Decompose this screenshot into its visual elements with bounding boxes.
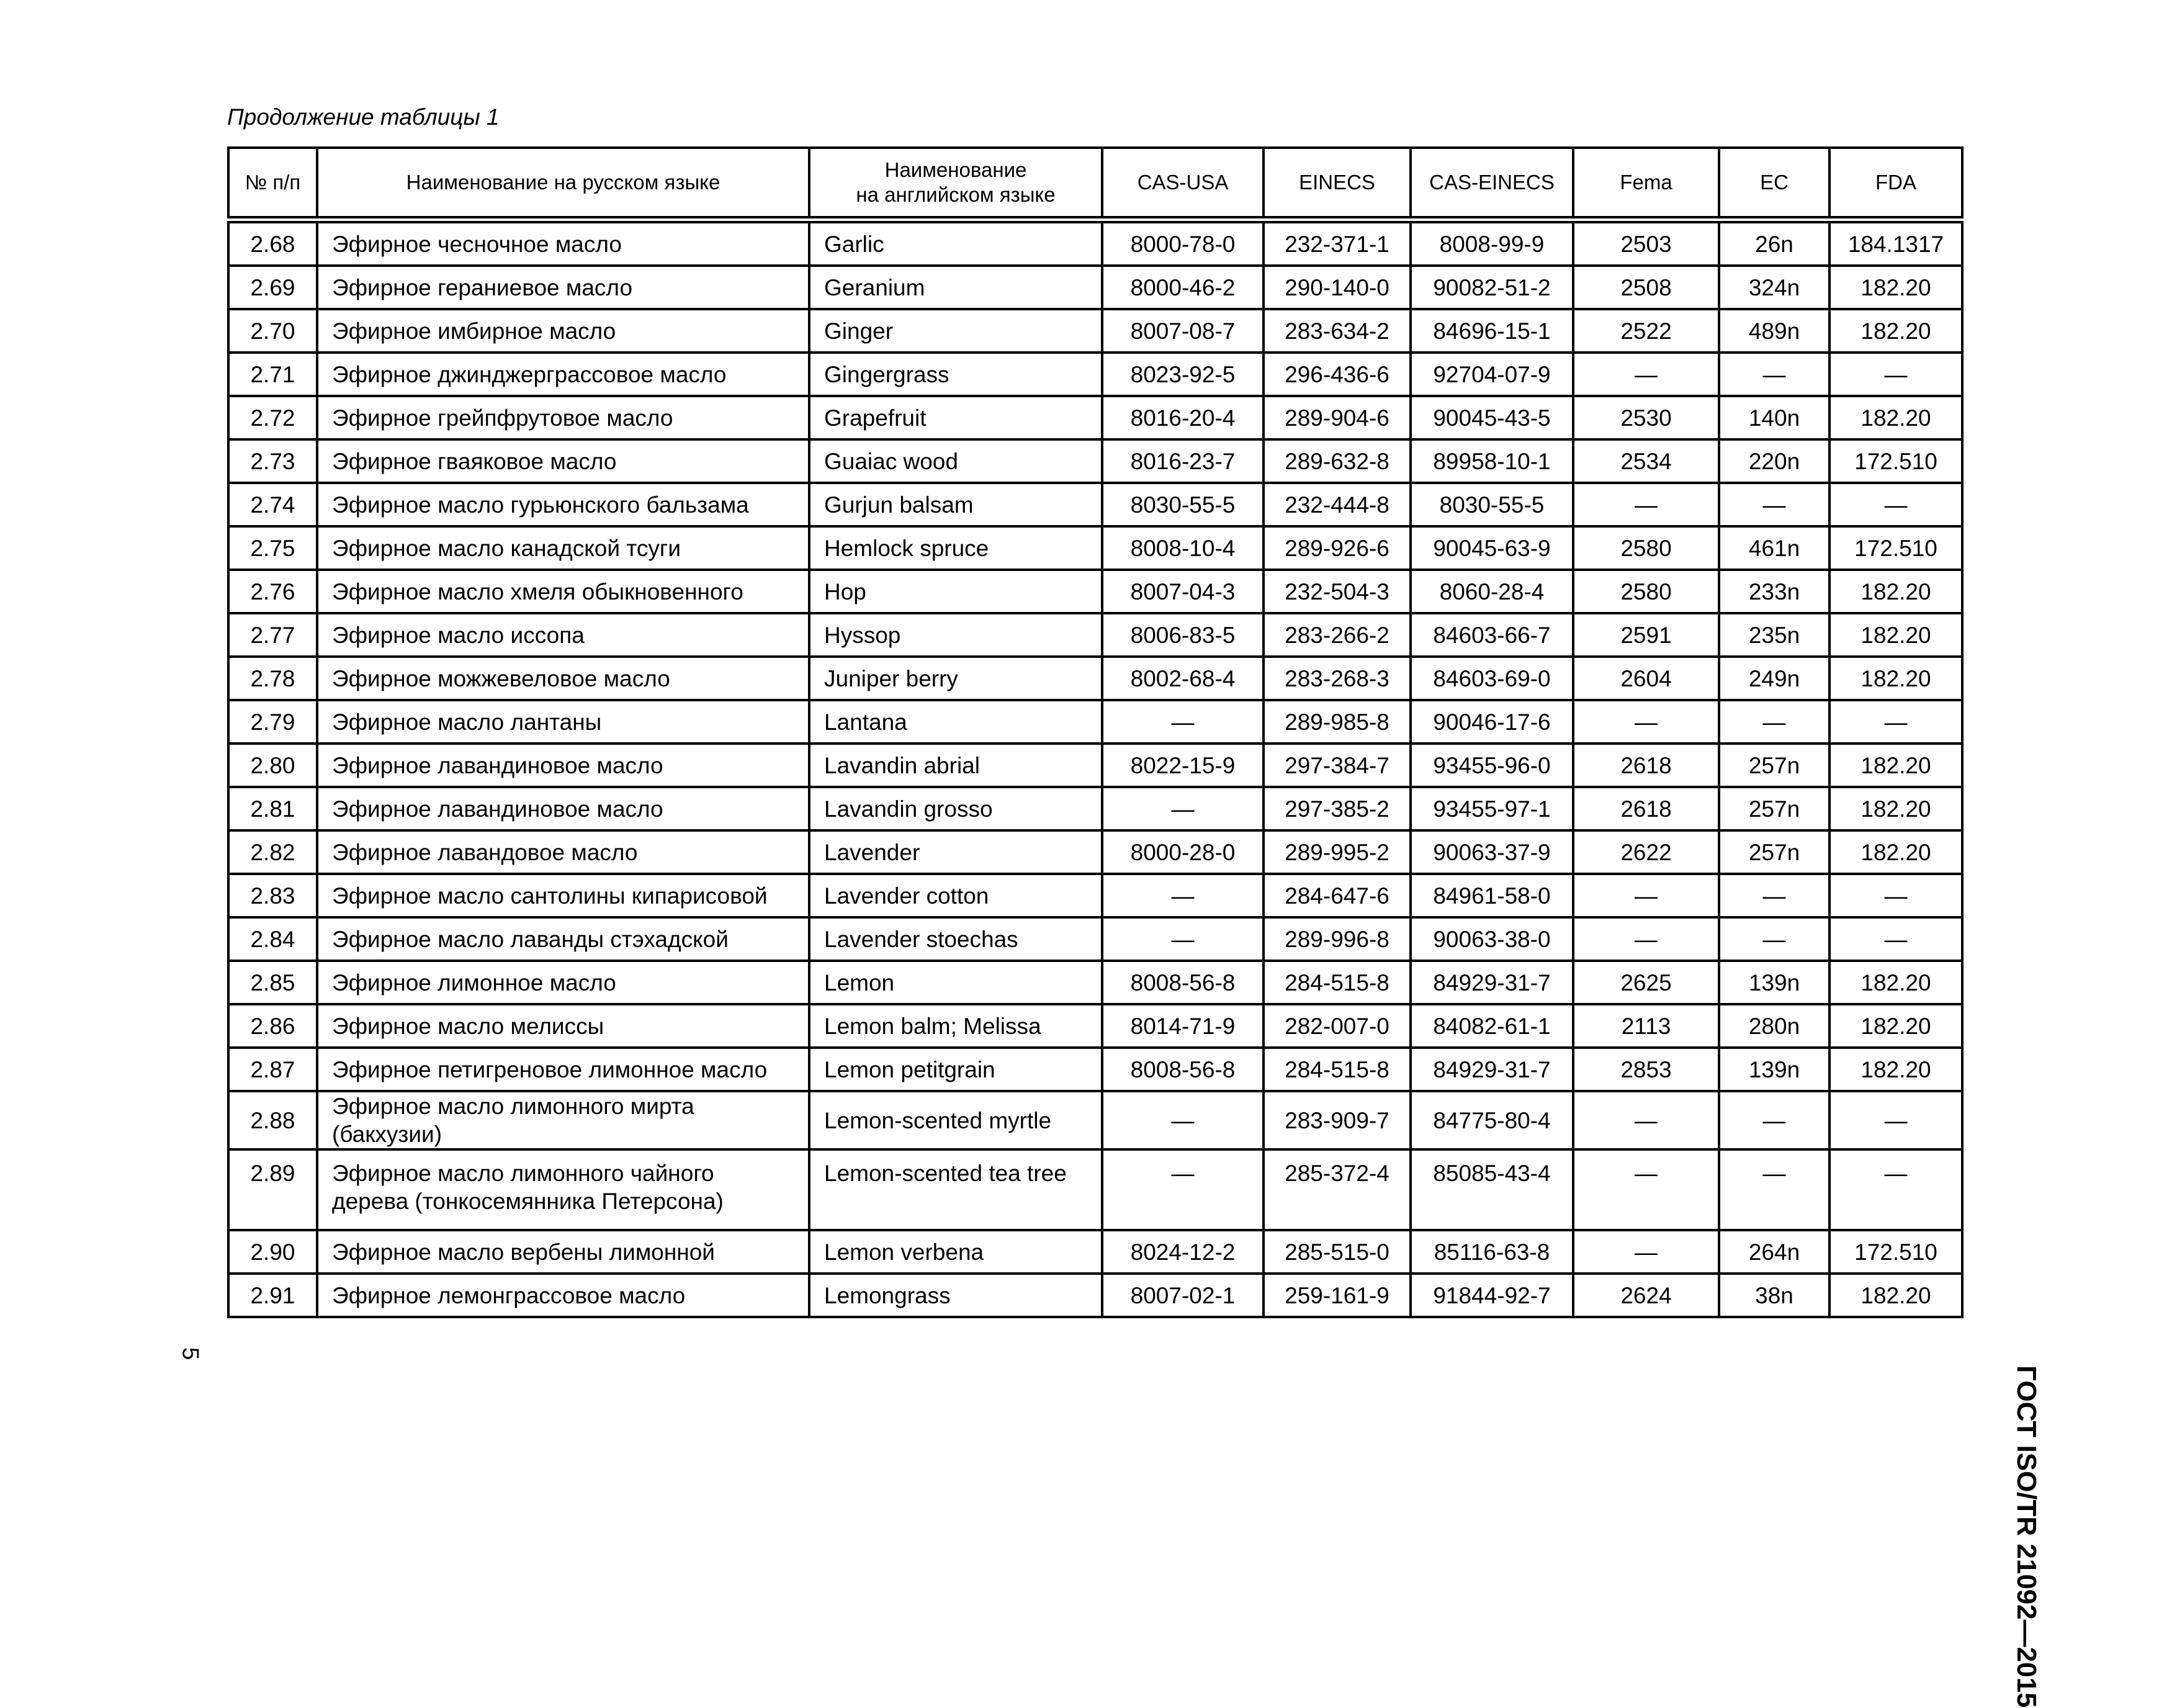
table-row (228, 874, 1962, 917)
cell-en-name: Ginger (809, 309, 1102, 353)
table-row (228, 526, 1962, 570)
cell-cas-einecs: 90063-38-0 (1411, 917, 1573, 961)
cell-ru-name: Эфирное масло лантаны (317, 700, 809, 744)
cell-cas-usa: 8016-20-4 (1102, 396, 1264, 439)
cell-row-num: 2.85 (228, 961, 317, 1004)
cell-fda: — (1829, 700, 1962, 744)
cell-cas-usa: 8006-83-5 (1102, 613, 1264, 657)
cell-einecs: 285-372-4 (1264, 1149, 1411, 1230)
cell-en-name: Gurjun balsam (809, 483, 1102, 526)
cell-einecs: 259-161-9 (1264, 1274, 1411, 1317)
cell-en-name: Lavender stoechas (809, 917, 1102, 961)
cell-ec: — (1719, 1091, 1829, 1149)
cell-ec: — (1719, 917, 1829, 961)
cell-ru-name: Эфирное масло хмеля обыкновенного (317, 570, 809, 613)
page-number: 5 (177, 1347, 204, 1360)
cell-cas-einecs: 90063-37-9 (1411, 830, 1573, 874)
cell-cas-einecs: 93455-97-1 (1411, 787, 1573, 830)
cell-einecs: 285-515-0 (1264, 1230, 1411, 1274)
cell-en-name: Lemon (809, 961, 1102, 1004)
table-body (228, 220, 1962, 1317)
cell-fda: 182.20 (1829, 657, 1962, 700)
cell-row-num: 2.81 (228, 787, 317, 830)
cell-ec: 139n (1719, 961, 1829, 1004)
cell-ru-name: Эфирное можжевеловое масло (317, 657, 809, 700)
cell-einecs: 283-909-7 (1264, 1091, 1411, 1149)
cell-ru-name: Эфирное масло канадской тсуги (317, 526, 809, 570)
cell-fema: — (1573, 700, 1719, 744)
cell-fda: 182.20 (1829, 1004, 1962, 1048)
cell-ec: 257n (1719, 744, 1829, 787)
cell-ru-name: Эфирное масло лимонного чайного дерева (тонкосемянника Петерсона) (317, 1149, 809, 1230)
header-einecs: EINECS (1264, 148, 1411, 220)
cell-row-num: 2.75 (228, 526, 317, 570)
cell-ec: 233n (1719, 570, 1829, 613)
header-en-name (809, 148, 1102, 220)
cell-en-name: Guaiac wood (809, 439, 1102, 483)
cell-cas-usa: 8008-56-8 (1102, 1048, 1264, 1091)
cell-row-num: 2.83 (228, 874, 317, 917)
cell-cas-einecs: 90082-51-2 (1411, 266, 1573, 309)
cell-cas-usa: — (1102, 787, 1264, 830)
cell-fda: 182.20 (1829, 1048, 1962, 1091)
cell-ec: — (1719, 1149, 1829, 1230)
cell-ru-name: Эфирное масло лимонного мирта (бакхузии) (317, 1091, 809, 1149)
table-row (228, 439, 1962, 483)
table-row (228, 1048, 1962, 1091)
cell-cas-usa: 8008-10-4 (1102, 526, 1264, 570)
cell-cas-usa: — (1102, 1149, 1264, 1230)
cell-einecs: 283-266-2 (1264, 613, 1411, 657)
cell-fda: — (1829, 874, 1962, 917)
cell-cas-usa: — (1102, 874, 1264, 917)
cell-fema: 2508 (1573, 266, 1719, 309)
cell-fema: — (1573, 1149, 1719, 1230)
cell-fema: 2580 (1573, 570, 1719, 613)
cell-cas-usa: — (1102, 1091, 1264, 1149)
cell-einecs: 289-996-8 (1264, 917, 1411, 961)
cell-fema: 2591 (1573, 613, 1719, 657)
cell-ec: 249n (1719, 657, 1829, 700)
cell-ru-name: Эфирное масло вербены лимонной (317, 1230, 809, 1274)
cell-fema: 2113 (1573, 1004, 1719, 1048)
cell-row-num: 2.70 (228, 309, 317, 353)
cell-einecs: 284-647-6 (1264, 874, 1411, 917)
cell-fda: 184.1317 (1829, 220, 1962, 266)
cell-fema: — (1573, 483, 1719, 526)
cell-cas-usa: 8000-46-2 (1102, 266, 1264, 309)
cell-fema: — (1573, 1091, 1719, 1149)
cell-einecs: 284-515-8 (1264, 1048, 1411, 1091)
table-row (228, 744, 1962, 787)
cell-cas-einecs: 85085-43-4 (1411, 1149, 1573, 1230)
cell-fema: 2530 (1573, 396, 1719, 439)
cell-en-name: Hop (809, 570, 1102, 613)
cell-fda: — (1829, 353, 1962, 396)
cell-cas-einecs: 84696-15-1 (1411, 309, 1573, 353)
cell-ru-name: Эфирное лавандиновое масло (317, 787, 809, 830)
header-row (228, 148, 1962, 220)
header-cas-usa: CAS-USA (1102, 148, 1264, 220)
cell-row-num: 2.90 (228, 1230, 317, 1274)
cell-einecs: 289-632-8 (1264, 439, 1411, 483)
cell-einecs: 282-007-0 (1264, 1004, 1411, 1048)
document-code: ГОСТ ISO/TR 21092—2015 (2011, 1365, 2042, 1708)
cell-fema: 2604 (1573, 657, 1719, 700)
cell-en-name: Garlic (809, 220, 1102, 266)
cell-row-num: 2.72 (228, 396, 317, 439)
cell-ru-name: Эфирное петигреновое лимонное масло (317, 1048, 809, 1091)
cell-ec: 324n (1719, 266, 1829, 309)
cell-row-num: 2.89 (228, 1149, 317, 1230)
cell-fema: 2503 (1573, 220, 1719, 266)
cell-einecs: 290-140-0 (1264, 266, 1411, 309)
cell-fda: — (1829, 483, 1962, 526)
table-row (228, 483, 1962, 526)
cell-fema: 2853 (1573, 1048, 1719, 1091)
cell-cas-usa: 8014-71-9 (1102, 1004, 1264, 1048)
cell-einecs: 283-268-3 (1264, 657, 1411, 700)
cell-einecs: 297-384-7 (1264, 744, 1411, 787)
header-fda: FDA (1829, 148, 1962, 220)
cell-ec: — (1719, 353, 1829, 396)
table-row (228, 1091, 1962, 1149)
cell-ru-name: Эфирное масло иссопа (317, 613, 809, 657)
cell-ru-name: Эфирное лавандиновое масло (317, 744, 809, 787)
cell-ec: 139n (1719, 1048, 1829, 1091)
cell-en-name: Lantana (809, 700, 1102, 744)
cell-cas-einecs: 84082-61-1 (1411, 1004, 1573, 1048)
table-row (228, 220, 1962, 266)
cell-en-name: Grapefruit (809, 396, 1102, 439)
cell-ru-name: Эфирное масло мелиссы (317, 1004, 809, 1048)
cell-einecs: 289-995-2 (1264, 830, 1411, 874)
table-row (228, 396, 1962, 439)
cell-cas-einecs: 8060-28-4 (1411, 570, 1573, 613)
header-ec: EC (1719, 148, 1829, 220)
cell-cas-usa: 8016-23-7 (1102, 439, 1264, 483)
cell-row-num: 2.88 (228, 1091, 317, 1149)
cell-fema: 2580 (1573, 526, 1719, 570)
cell-fda: — (1829, 1149, 1962, 1230)
cell-cas-einecs: 84603-66-7 (1411, 613, 1573, 657)
cell-cas-usa: 8008-56-8 (1102, 961, 1264, 1004)
cell-row-num: 2.87 (228, 1048, 317, 1091)
cell-en-name: Juniper berry (809, 657, 1102, 700)
cell-en-name: Hemlock spruce (809, 526, 1102, 570)
cell-row-num: 2.73 (228, 439, 317, 483)
cell-en-name: Lavandin grosso (809, 787, 1102, 830)
cell-ru-name: Эфирное лимонное масло (317, 961, 809, 1004)
cell-cas-usa: 8007-04-3 (1102, 570, 1264, 613)
cell-fda: 182.20 (1829, 309, 1962, 353)
cell-fda: 182.20 (1829, 787, 1962, 830)
cell-cas-einecs: 90046-17-6 (1411, 700, 1573, 744)
table-row (228, 1274, 1962, 1317)
cell-fema: 2622 (1573, 830, 1719, 874)
cell-row-num: 2.76 (228, 570, 317, 613)
cell-fema: — (1573, 353, 1719, 396)
table-row (228, 613, 1962, 657)
table-row (228, 266, 1962, 309)
cell-fda: — (1829, 917, 1962, 961)
cell-fema: 2618 (1573, 744, 1719, 787)
cell-fda: 182.20 (1829, 830, 1962, 874)
cell-row-num: 2.69 (228, 266, 317, 309)
cell-row-num: 2.86 (228, 1004, 317, 1048)
cell-row-num: 2.68 (228, 220, 317, 266)
cell-fema: 2522 (1573, 309, 1719, 353)
cell-row-num: 2.91 (228, 1274, 317, 1317)
cell-ru-name: Эфирное лавандовое масло (317, 830, 809, 874)
cell-row-num: 2.84 (228, 917, 317, 961)
table-row (228, 830, 1962, 874)
cell-einecs: 283-634-2 (1264, 309, 1411, 353)
cell-einecs: 232-371-1 (1264, 220, 1411, 266)
cell-ec: — (1719, 874, 1829, 917)
cell-en-name: Lavandin abrial (809, 744, 1102, 787)
cell-fda: 182.20 (1829, 266, 1962, 309)
cell-einecs: 289-926-6 (1264, 526, 1411, 570)
header-en-line2: на английском языке (856, 183, 1056, 206)
cell-fema: — (1573, 1230, 1719, 1274)
cell-en-name: Lemon verbena (809, 1230, 1102, 1274)
header-ru-name: Наименование на русском языке (317, 148, 809, 220)
cell-cas-einecs: 8030-55-5 (1411, 483, 1573, 526)
cell-cas-einecs: 84929-31-7 (1411, 1048, 1573, 1091)
cell-cas-usa: 8024-12-2 (1102, 1230, 1264, 1274)
cell-fema: — (1573, 917, 1719, 961)
cell-cas-usa: 8000-28-0 (1102, 830, 1264, 874)
cell-ru-name: Эфирное масло сантолины кипарисовой (317, 874, 809, 917)
cell-fda: 182.20 (1829, 570, 1962, 613)
cell-fda: 182.20 (1829, 613, 1962, 657)
cell-cas-usa: 8002-68-4 (1102, 657, 1264, 700)
header-en-line1: Наименование (884, 158, 1027, 181)
cell-row-num: 2.78 (228, 657, 317, 700)
cell-einecs: 284-515-8 (1264, 961, 1411, 1004)
cell-row-num: 2.80 (228, 744, 317, 787)
table-row (228, 657, 1962, 700)
cell-cas-usa: 8000-78-0 (1102, 220, 1264, 266)
cell-ec: — (1719, 700, 1829, 744)
cell-cas-einecs: 8008-99-9 (1411, 220, 1573, 266)
table-row (228, 700, 1962, 744)
cell-ru-name: Эфирное гераниевое масло (317, 266, 809, 309)
cell-ec: 257n (1719, 787, 1829, 830)
cell-en-name: Hyssop (809, 613, 1102, 657)
cell-einecs: 289-985-8 (1264, 700, 1411, 744)
cell-cas-usa: 8030-55-5 (1102, 483, 1264, 526)
cell-ec: 26n (1719, 220, 1829, 266)
cell-cas-einecs: 89958-10-1 (1411, 439, 1573, 483)
header-num: № п/п (228, 148, 317, 220)
cell-ru-name: Эфирное имбирное масло (317, 309, 809, 353)
cell-einecs: 289-904-6 (1264, 396, 1411, 439)
cell-cas-einecs: 93455-96-0 (1411, 744, 1573, 787)
cell-ec: 140n (1719, 396, 1829, 439)
cell-fda: 172.510 (1829, 1230, 1962, 1274)
cell-fda: 172.510 (1829, 526, 1962, 570)
cell-fema: 2534 (1573, 439, 1719, 483)
cell-fema: 2618 (1573, 787, 1719, 830)
cell-en-name: Lemon-scented tea tree (809, 1149, 1102, 1230)
table-row (228, 1230, 1962, 1274)
cell-fema: 2624 (1573, 1274, 1719, 1317)
table-row (228, 961, 1962, 1004)
cell-fda: 182.20 (1829, 396, 1962, 439)
cell-ec: 235n (1719, 613, 1829, 657)
cell-en-name: Lemon balm; Melissa (809, 1004, 1102, 1048)
cell-fda: 172.510 (1829, 439, 1962, 483)
cell-en-name: Lemongrass (809, 1274, 1102, 1317)
cell-cas-usa: — (1102, 700, 1264, 744)
table-row (228, 570, 1962, 613)
table-row (228, 1004, 1962, 1048)
cell-row-num: 2.79 (228, 700, 317, 744)
cell-ru-name: Эфирное джинджерграссовое масло (317, 353, 809, 396)
cell-ru-name: Эфирное лемонграссовое масло (317, 1274, 809, 1317)
cell-cas-usa: 8007-08-7 (1102, 309, 1264, 353)
table-row (228, 917, 1962, 961)
cell-cas-einecs: 84929-31-7 (1411, 961, 1573, 1004)
cell-row-num: 2.71 (228, 353, 317, 396)
cell-cas-usa: 8022-15-9 (1102, 744, 1264, 787)
cell-fema: 2625 (1573, 961, 1719, 1004)
cell-einecs: 297-385-2 (1264, 787, 1411, 830)
cell-cas-einecs: 85116-63-8 (1411, 1230, 1573, 1274)
cell-einecs: 232-504-3 (1264, 570, 1411, 613)
cell-fda: 182.20 (1829, 1274, 1962, 1317)
cell-fema: — (1573, 874, 1719, 917)
table-row (228, 309, 1962, 353)
cell-cas-usa: 8023-92-5 (1102, 353, 1264, 396)
cell-cas-usa: — (1102, 917, 1264, 961)
cell-ru-name: Эфирное чесночное масло (317, 220, 809, 266)
table-caption: Продолжение таблицы 1 (227, 104, 500, 130)
cell-fda: — (1829, 1091, 1962, 1149)
header-cas-einecs: CAS-EINECS (1411, 148, 1573, 220)
cell-ru-name: Эфирное масло гурьюнского бальзама (317, 483, 809, 526)
table-row (228, 353, 1962, 396)
cell-en-name: Geranium (809, 266, 1102, 309)
cell-einecs: 296-436-6 (1264, 353, 1411, 396)
cell-ec: 220n (1719, 439, 1829, 483)
cell-en-name: Lavender cotton (809, 874, 1102, 917)
cell-ec: 257n (1719, 830, 1829, 874)
cell-cas-einecs: 84775-80-4 (1411, 1091, 1573, 1149)
header-fema: Fema (1573, 148, 1719, 220)
cell-ru-name: Эфирное грейпфрутовое масло (317, 396, 809, 439)
cell-en-name: Gingergrass (809, 353, 1102, 396)
cell-en-name: Lavender (809, 830, 1102, 874)
cell-ec: 264n (1719, 1230, 1829, 1274)
cell-row-num: 2.74 (228, 483, 317, 526)
cell-row-num: 2.82 (228, 830, 317, 874)
cell-en-name: Lemon-scented myrtle (809, 1091, 1102, 1149)
cell-row-num: 2.77 (228, 613, 317, 657)
table-row (228, 1149, 1962, 1230)
table-row (228, 787, 1962, 830)
cell-cas-einecs: 84603-69-0 (1411, 657, 1573, 700)
cell-ec: 280n (1719, 1004, 1829, 1048)
cell-ec: — (1719, 483, 1829, 526)
cell-cas-usa: 8007-02-1 (1102, 1274, 1264, 1317)
oils-table (227, 146, 1964, 1318)
cell-cas-einecs: 90045-63-9 (1411, 526, 1573, 570)
cell-ec: 461n (1719, 526, 1829, 570)
cell-cas-einecs: 92704-07-9 (1411, 353, 1573, 396)
cell-einecs: 232-444-8 (1264, 483, 1411, 526)
cell-ru-name: Эфирное гваяковое масло (317, 439, 809, 483)
cell-cas-einecs: 91844-92-7 (1411, 1274, 1573, 1317)
cell-en-name: Lemon petitgrain (809, 1048, 1102, 1091)
cell-cas-einecs: 84961-58-0 (1411, 874, 1573, 917)
cell-ec: 38n (1719, 1274, 1829, 1317)
cell-ru-name: Эфирное масло лаванды стэхадской (317, 917, 809, 961)
cell-ec: 489n (1719, 309, 1829, 353)
cell-fda: 182.20 (1829, 961, 1962, 1004)
cell-cas-einecs: 90045-43-5 (1411, 396, 1573, 439)
cell-fda: 182.20 (1829, 744, 1962, 787)
